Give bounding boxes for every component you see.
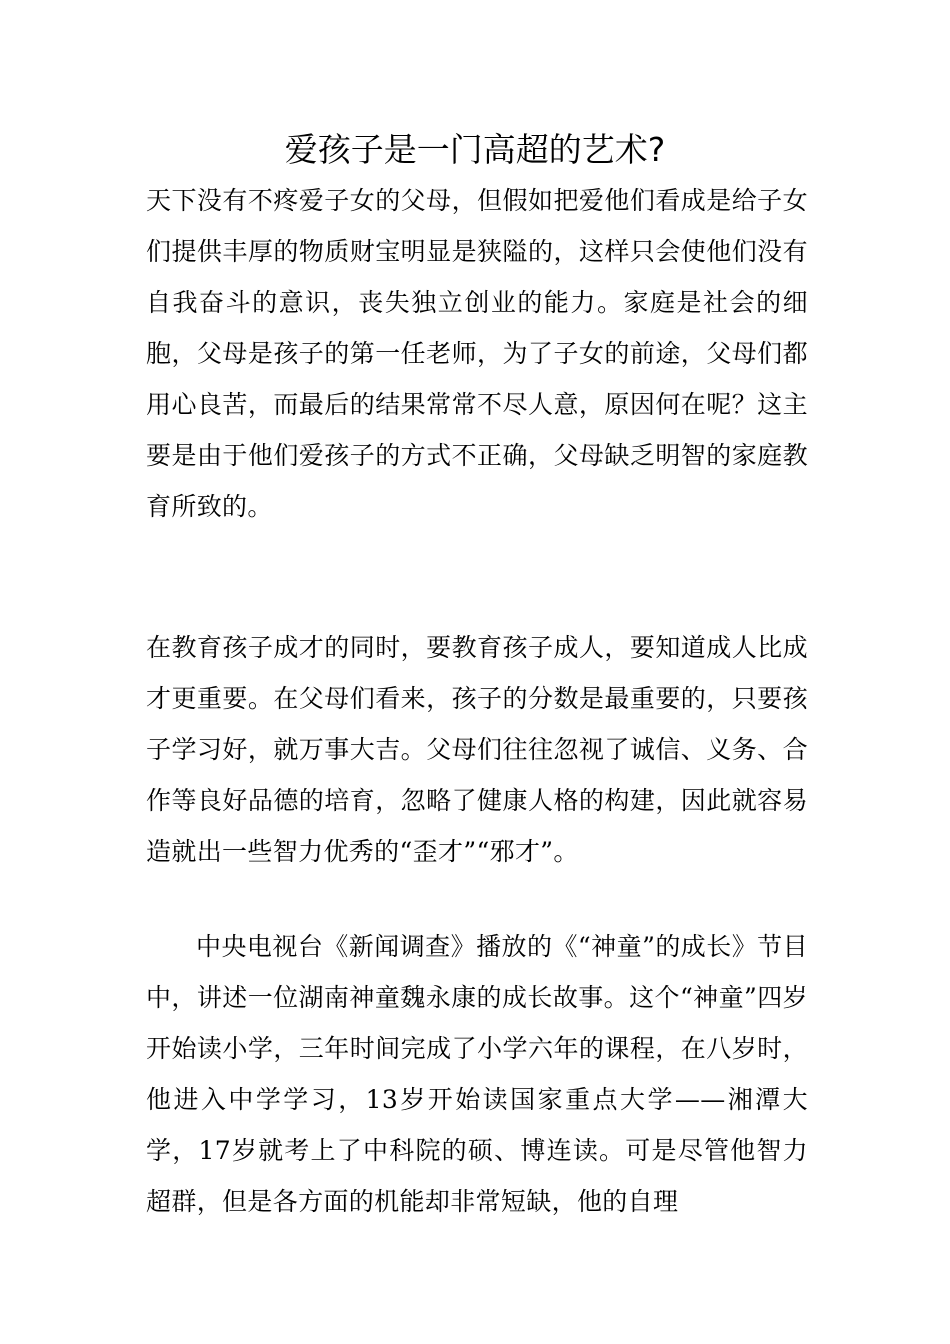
paragraph-1: 天下没有不疼爱子女的父母，但假如把爱他们看成是给子女们提供丰厚的物质财宝明显是狭隘的，这样只会使他们没有自我奋斗的意识，丧失独立创业的能力。家庭是社会的细胞，父母是孩子的第一任老师，为了子女的前途，父母们都用心良苦，而最后的结果常常不尽人意，原因何在呢？这主要是由于他们爱孩子的方式不正确，父母缺乏明智的家庭教育所致的。 [146,186,808,521]
paragraph-2: 在教育孩子成才的同时，要教育孩子成人，要知道成人比成才更重要。在父母们看来，孩子的分数是最重要的，只要孩子学习好，就万事大吉。父母们往往忽视了诚信、义务、合作等良好品德的培育，忽略了健康人格的构建，因此就容易造就出一些智力优秀的“歪才”“邪才”。 [146,633,808,866]
paragraph-3: 中央电视台《新闻调查》播放的《“神童”的成长》节目中，讲述一位湖南神童魏永康的成长故事。这个“神童”四岁开始读小学，三年时间完成了小学六年的课程，在八岁时，他进入中学学习，13岁开始读国家重点大学——湘潭大学，17岁就考上了中科院的硕、博连读。可是尽管他智力超群，但是各方面的机能却非常短缺，他的自理 [146,932,808,1216]
document-title: 爱孩子是一门高超的艺术? [284,130,666,169]
